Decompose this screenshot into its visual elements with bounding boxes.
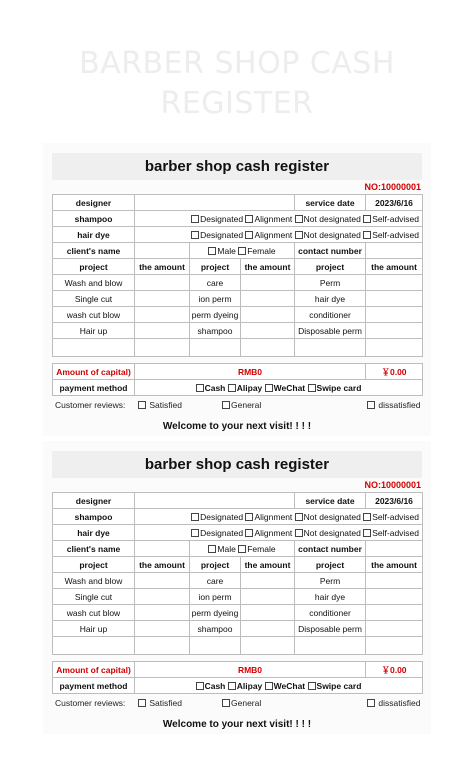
designer-field[interactable] — [135, 493, 295, 509]
capital-label: Amount of capital) — [53, 662, 135, 678]
satisfied-choice — [138, 698, 182, 708]
blank-cell[interactable] — [241, 637, 295, 655]
blank-cell[interactable] — [53, 339, 135, 357]
service-row — [53, 605, 423, 621]
client-row — [53, 243, 423, 259]
header-row — [53, 259, 423, 275]
swipe-card-option: Swipe card — [316, 382, 362, 393]
service-date-value[interactable]: 2023/6/16 — [366, 195, 423, 211]
amount-cell[interactable] — [366, 605, 423, 621]
designated-option: Designated — [200, 229, 244, 240]
blank-cell[interactable] — [135, 637, 190, 655]
amount-cell[interactable] — [241, 573, 295, 589]
cash-checkbox[interactable] — [196, 384, 204, 392]
not-designated-option: Not designated — [303, 213, 361, 224]
blank-cell[interactable] — [190, 637, 241, 655]
reviews-label: Customer reviews: — [55, 400, 126, 410]
shampoo-label: shampoo — [53, 509, 135, 525]
service-item: Disposable perm — [295, 323, 366, 339]
amount-cell[interactable] — [366, 291, 423, 307]
register-form — [43, 143, 431, 436]
blank-cell[interactable] — [366, 339, 423, 357]
blank-row — [53, 339, 423, 357]
amount-cell[interactable] — [135, 621, 190, 637]
capital-label: Amount of capital) — [53, 364, 135, 380]
amount-cell[interactable] — [135, 291, 190, 307]
wechat-option: WeChat — [273, 382, 306, 393]
client-name-label: client's name — [53, 243, 135, 259]
service-item: shampoo — [190, 323, 241, 339]
hair-dye-label: hair dye — [53, 525, 135, 541]
shampoo-row — [53, 509, 423, 525]
male-checkbox[interactable] — [208, 247, 216, 255]
payment-row — [53, 380, 423, 396]
column-header: project — [295, 259, 366, 275]
designated-checkbox[interactable] — [191, 215, 199, 223]
register-form — [43, 441, 431, 734]
spacer-row — [53, 357, 423, 364]
capital-row — [53, 662, 423, 678]
self-advised-option: Self-advised — [372, 213, 420, 224]
hair-dye-row — [53, 227, 423, 243]
dissatisfied-checkbox[interactable] — [367, 401, 375, 409]
blank-cell[interactable] — [295, 339, 366, 357]
column-header: the amount — [366, 259, 423, 275]
reviews-label: Customer reviews: — [55, 698, 126, 708]
payment-options — [135, 678, 423, 694]
amount-cell[interactable] — [366, 573, 423, 589]
not-designated-checkbox[interactable] — [295, 231, 303, 239]
designated-checkbox[interactable] — [191, 231, 199, 239]
not-designated-option: Not designated — [303, 229, 361, 240]
service-item: Hair up — [53, 621, 135, 637]
swipe-card-checkbox[interactable] — [308, 682, 316, 690]
column-header: project — [190, 259, 241, 275]
designated-option: Designated — [200, 527, 244, 538]
service-row — [53, 275, 423, 291]
column-header: the amount — [241, 557, 295, 573]
service-row — [53, 323, 423, 339]
general-checkbox[interactable] — [222, 401, 230, 409]
form-title: barber shop cash register — [52, 153, 422, 180]
service-item: Perm — [295, 573, 366, 589]
hair-dye-options — [135, 227, 423, 243]
service-item: hair dye — [295, 589, 366, 605]
alignment-option: Alignment — [254, 213, 293, 224]
amount-cell[interactable] — [366, 275, 423, 291]
self-advised-option: Self-advised — [372, 229, 420, 240]
service-item: perm dyeing — [190, 307, 241, 323]
amount-cell[interactable] — [135, 605, 190, 621]
column-header: project — [53, 557, 135, 573]
client-name-field[interactable] — [135, 541, 190, 557]
capital-row — [53, 364, 423, 380]
service-item: Disposable perm — [295, 621, 366, 637]
capital-amount[interactable]: ￥0.00 — [366, 364, 423, 380]
cash-option: Cash — [204, 382, 226, 393]
service-item: Wash and blow — [53, 275, 135, 291]
amount-cell[interactable] — [241, 323, 295, 339]
service-item: conditioner — [295, 605, 366, 621]
not-designated-checkbox[interactable] — [295, 215, 303, 223]
amount-cell[interactable] — [135, 323, 190, 339]
welcome-message: Welcome to your next visit! ! ! ! — [162, 421, 312, 432]
column-header: the amount — [241, 259, 295, 275]
swipe-card-option: Swipe card — [316, 680, 362, 691]
not-designated-option: Not designated — [303, 511, 361, 522]
amount-cell[interactable] — [366, 589, 423, 605]
customer-reviews — [52, 698, 424, 712]
female-option: Female — [247, 543, 276, 554]
hair-dye-options — [135, 525, 423, 541]
register-table — [52, 194, 423, 396]
designer-field[interactable] — [135, 195, 295, 211]
alipay-option: Alipay — [236, 382, 263, 393]
not-designated-checkbox[interactable] — [295, 513, 303, 521]
alignment-checkbox[interactable] — [245, 215, 253, 223]
general-choice — [222, 400, 261, 410]
self-advised-option: Self-advised — [372, 527, 420, 538]
designer-row — [53, 493, 423, 509]
designer-label: designer — [53, 195, 135, 211]
spacer-row — [53, 655, 423, 662]
form-title: barber shop cash register — [52, 451, 422, 478]
designer-label: designer — [53, 493, 135, 509]
form-number: NO:10000001 — [364, 182, 421, 192]
male-option: Male — [217, 543, 236, 554]
designated-option: Designated — [200, 213, 244, 224]
blank-cell[interactable] — [190, 339, 241, 357]
wechat-option: WeChat — [273, 680, 306, 691]
payment-options — [135, 380, 423, 396]
swipe-card-checkbox[interactable] — [308, 384, 316, 392]
service-date-value[interactable]: 2023/6/16 — [366, 493, 423, 509]
spacer — [53, 655, 423, 662]
service-row — [53, 621, 423, 637]
column-header: the amount — [135, 259, 190, 275]
payment-method-label: payment method — [53, 678, 135, 694]
satisfied-checkbox[interactable] — [138, 699, 146, 707]
dissatisfied-option: dissatisfied — [378, 400, 421, 410]
blank-cell[interactable] — [241, 339, 295, 357]
amount-cell[interactable] — [241, 589, 295, 605]
service-row — [53, 589, 423, 605]
alignment-option: Alignment — [254, 511, 293, 522]
client-name-field[interactable] — [135, 243, 190, 259]
female-checkbox[interactable] — [238, 545, 246, 553]
alipay-checkbox[interactable] — [228, 384, 236, 392]
alignment-checkbox[interactable] — [245, 231, 253, 239]
male-checkbox[interactable] — [208, 545, 216, 553]
shampoo-row — [53, 211, 423, 227]
contact-number-label: contact number — [295, 541, 366, 557]
self-advised-checkbox[interactable] — [363, 231, 371, 239]
amount-cell[interactable] — [366, 323, 423, 339]
payment-row — [53, 678, 423, 694]
amount-cell[interactable] — [241, 621, 295, 637]
alignment-option: Alignment — [254, 527, 293, 538]
contact-number-field[interactable] — [366, 541, 423, 557]
gender-options — [190, 243, 295, 259]
amount-cell[interactable] — [241, 291, 295, 307]
alignment-checkbox[interactable] — [245, 513, 253, 521]
general-option: General — [231, 698, 262, 708]
dissatisfied-checkbox[interactable] — [367, 699, 375, 707]
amount-cell[interactable] — [366, 307, 423, 323]
service-row — [53, 573, 423, 589]
contact-number-label: contact number — [295, 243, 366, 259]
contact-number-field[interactable] — [366, 243, 423, 259]
dissatisfied-option: dissatisfied — [378, 698, 421, 708]
watermark-line-2: REGISTER — [160, 86, 314, 121]
service-item: Single cut — [53, 291, 135, 307]
alipay-option: Alipay — [236, 680, 263, 691]
payment-method-label: payment method — [53, 380, 135, 396]
header-row — [53, 557, 423, 573]
service-item: Single cut — [53, 589, 135, 605]
amount-cell[interactable] — [241, 605, 295, 621]
column-header: project — [53, 259, 135, 275]
hair-dye-row — [53, 525, 423, 541]
amount-cell[interactable] — [241, 275, 295, 291]
general-checkbox[interactable] — [222, 699, 230, 707]
general-option: General — [231, 400, 262, 410]
blank-cell[interactable] — [366, 637, 423, 655]
service-item: care — [190, 275, 241, 291]
column-header: the amount — [135, 557, 190, 573]
gender-options — [190, 541, 295, 557]
service-item: hair dye — [295, 291, 366, 307]
spacer — [53, 357, 423, 364]
watermark — [0, 44, 474, 124]
cash-option: Cash — [204, 680, 226, 691]
service-item: ion perm — [190, 291, 241, 307]
amount-cell[interactable] — [135, 307, 190, 323]
self-advised-checkbox[interactable] — [363, 215, 371, 223]
capital-words[interactable]: RMB0 — [135, 662, 366, 678]
blank-cell[interactable] — [295, 637, 366, 655]
capital-words[interactable]: RMB0 — [135, 364, 366, 380]
welcome-message: Welcome to your next visit! ! ! ! — [162, 719, 312, 730]
service-item: perm dyeing — [190, 605, 241, 621]
dissatisfied-choice — [367, 698, 420, 708]
cash-checkbox[interactable] — [196, 682, 204, 690]
service-item: care — [190, 573, 241, 589]
designer-row — [53, 195, 423, 211]
amount-cell[interactable] — [241, 307, 295, 323]
dissatisfied-choice — [367, 400, 420, 410]
amount-cell[interactable] — [135, 573, 190, 589]
designated-checkbox[interactable] — [191, 529, 199, 537]
service-row — [53, 307, 423, 323]
amount-cell[interactable] — [135, 275, 190, 291]
not-designated-checkbox[interactable] — [295, 529, 303, 537]
satisfied-checkbox[interactable] — [138, 401, 146, 409]
self-advised-checkbox[interactable] — [363, 529, 371, 537]
amount-cell[interactable] — [366, 621, 423, 637]
designated-checkbox[interactable] — [191, 513, 199, 521]
not-designated-option: Not designated — [303, 527, 361, 538]
male-option: Male — [217, 245, 236, 256]
service-date-label: service date — [295, 493, 366, 509]
shampoo-options — [135, 211, 423, 227]
satisfied-option: Satisfied — [149, 698, 182, 708]
self-advised-option: Self-advised — [372, 511, 420, 522]
wechat-checkbox[interactable] — [265, 682, 273, 690]
service-item: wash cut blow — [53, 307, 135, 323]
satisfied-option: Satisfied — [149, 400, 182, 410]
service-item: ion perm — [190, 589, 241, 605]
service-row — [53, 291, 423, 307]
wechat-checkbox[interactable] — [265, 384, 273, 392]
service-date-label: service date — [295, 195, 366, 211]
service-item: Hair up — [53, 323, 135, 339]
hair-dye-label: hair dye — [53, 227, 135, 243]
female-checkbox[interactable] — [238, 247, 246, 255]
female-option: Female — [247, 245, 276, 256]
client-name-label: client's name — [53, 541, 135, 557]
column-header: project — [190, 557, 241, 573]
client-row — [53, 541, 423, 557]
shampoo-options — [135, 509, 423, 525]
self-advised-checkbox[interactable] — [363, 513, 371, 521]
alignment-option: Alignment — [254, 229, 293, 240]
column-header: project — [295, 557, 366, 573]
service-item: wash cut blow — [53, 605, 135, 621]
capital-amount[interactable]: ￥0.00 — [366, 662, 423, 678]
amount-cell[interactable] — [135, 589, 190, 605]
register-table — [52, 492, 423, 694]
blank-row — [53, 637, 423, 655]
service-item: Wash and blow — [53, 573, 135, 589]
blank-cell[interactable] — [53, 637, 135, 655]
watermark-line-1: BARBER SHOP CASH — [79, 46, 395, 81]
shampoo-label: shampoo — [53, 211, 135, 227]
column-header: the amount — [366, 557, 423, 573]
service-item: Perm — [295, 275, 366, 291]
blank-cell[interactable] — [135, 339, 190, 357]
customer-reviews — [52, 400, 424, 414]
alipay-checkbox[interactable] — [228, 682, 236, 690]
form-number: NO:10000001 — [364, 480, 421, 490]
satisfied-choice — [138, 400, 182, 410]
service-item: conditioner — [295, 307, 366, 323]
designated-option: Designated — [200, 511, 244, 522]
general-choice — [222, 698, 261, 708]
alignment-checkbox[interactable] — [245, 529, 253, 537]
service-item: shampoo — [190, 621, 241, 637]
